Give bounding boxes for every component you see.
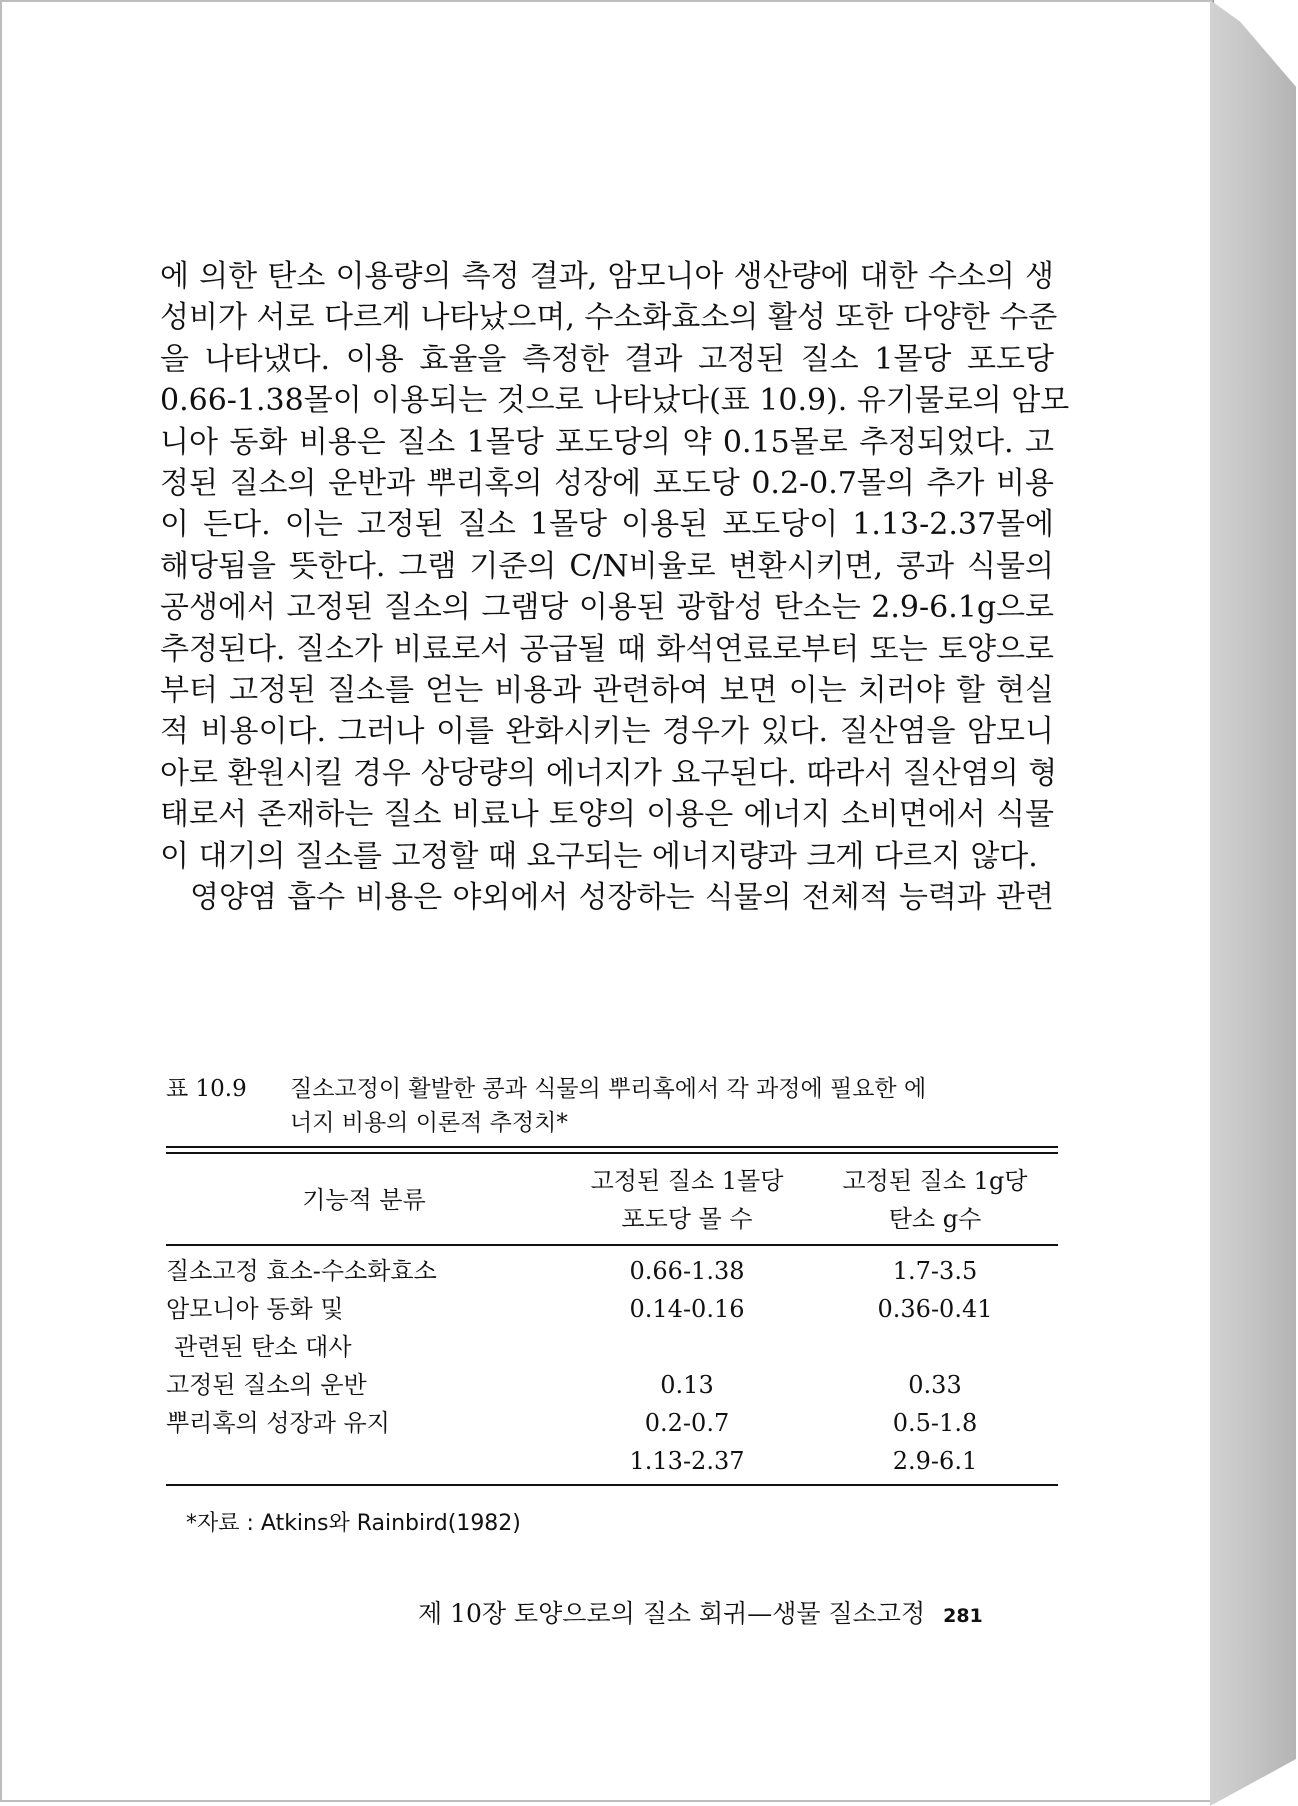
table-label: 표 10.9 [166, 1076, 247, 1102]
row-carbon: 0.36-0.41 [877, 1295, 993, 1323]
row-label: 뿌리혹의 성장과 유지 [166, 1409, 390, 1437]
row-label [166, 1442, 562, 1480]
table-row [166, 1290, 1058, 1328]
page-stack-edge [1210, 0, 1296, 1806]
row-carbon: 0.5-1.8 [892, 1409, 978, 1437]
page-number: 281 [943, 1605, 983, 1627]
text-line: 0.66-1.38몰이 이용되는 것으로 나타났다(표 10.9). 유기물로의 암모 [160, 383, 1070, 419]
table-row [166, 1366, 1058, 1404]
table-bottom-rule [166, 1484, 1058, 1486]
text-line: 에 의한 탄소 이용량의 측정 결과, 암모니아 생산량에 대한 수소의 생 [160, 259, 1054, 294]
row-glucose: 0.14-0.16 [629, 1295, 745, 1323]
text-line: 이 든다. 이는 고정된 질소 1몰당 이용된 포도당이 1.13-2.37몰에 [160, 507, 1054, 543]
row-label: 관련된 탄소 대사 [174, 1333, 352, 1361]
header-glucose-line: 고정된 질소 1몰당 [590, 1167, 784, 1195]
table-total-row [166, 1442, 1058, 1480]
running-footer [418, 1594, 983, 1630]
row-carbon: 2.9-6.1 [892, 1447, 978, 1475]
header-carbon-line: 탄소 g수 [888, 1205, 982, 1233]
table-header-row [166, 1154, 1058, 1244]
header-glucose-line: 포도당 몰 수 [621, 1205, 753, 1233]
body-paragraph [160, 256, 1070, 919]
text-line: 해당됨을 뜻한다. 그램 기준의 C/N비율로 변환시키면, 콩과 식물의 [160, 548, 1054, 584]
table-row [166, 1404, 1058, 1442]
header-category: 기능적 분류 [302, 1186, 426, 1214]
text-line: 적 비용이다. 그러나 이를 완화시키는 경우가 있다. 질산염을 암모니 [160, 714, 1054, 750]
table-top-rule [166, 1146, 1058, 1154]
text-line: 부터 고정된 질소를 얻는 비용과 관련하여 보면 이는 치러야 할 현실 [160, 673, 1054, 709]
text-line: 태로서 존재하는 질소 비료나 토양의 이용은 에너지 소비면에서 식물 [160, 797, 1054, 833]
text-line: 을 나타냈다. 이용 효율을 측정한 결과 고정된 질소 1몰당 포도당 [160, 341, 1054, 377]
text-line: 공생에서 고정된 질소의 그램당 이용된 광합성 탄소는 2.9-6.1g으로 [160, 590, 1054, 626]
row-label: 질소고정 효소-수소화효소 [166, 1257, 437, 1285]
text-line: 성비가 서로 다르게 나타났으며, 수소화효소의 활성 또한 다양한 수준 [160, 300, 1058, 336]
table-source-note: *자료 : Atkins와 Rainbird(1982) [186, 1511, 521, 1536]
row-glucose: 0.66-1.38 [629, 1257, 745, 1285]
text-line: 정된 질소의 운반과 뿌리혹의 성장에 포도당 0.2-0.7몰의 추가 비용 [160, 466, 1054, 502]
energy-cost-table [166, 1146, 1058, 1486]
header-carbon [812, 1154, 1058, 1244]
header-glucose [562, 1154, 812, 1244]
row-label: 고정된 질소의 운반 [166, 1371, 367, 1399]
text-line: 아로 환원시킬 경우 상당량의 에너지가 요구된다. 따라서 질산염의 형 [160, 755, 1058, 791]
text-line: 이 대기의 질소를 고정할 때 요구되는 에너지량과 크게 다르지 않다. [160, 838, 1038, 874]
row-glucose: 1.13-2.37 [629, 1447, 745, 1475]
row-glucose: 0.2-0.7 [644, 1409, 730, 1437]
row-label: 암모니아 동화 및 [166, 1295, 344, 1323]
table-caption [166, 1072, 1056, 1140]
row-carbon [812, 1328, 1058, 1366]
text-line: 니아 동화 비용은 질소 1몰당 포도당의 약 0.15몰로 추정되었다. 고 [160, 424, 1054, 460]
chapter-title: 제 10장 토양으로의 질소 회귀—생물 질소고정 [418, 1599, 926, 1628]
row-carbon: 0.33 [908, 1371, 962, 1399]
row-glucose: 0.13 [660, 1371, 714, 1399]
text-line-indented: 영양염 흡수 비용은 야외에서 성장하는 식물의 전체적 능력과 관련 [190, 880, 1054, 916]
data-table [166, 1154, 1058, 1480]
row-carbon: 1.7-3.5 [892, 1257, 978, 1285]
text-line: 추정된다. 질소가 비료로서 공급될 때 화석연료로부터 또는 토양으로 [160, 631, 1054, 667]
header-carbon-line: 고정된 질소 1g당 [842, 1167, 1028, 1195]
table-row [166, 1246, 1058, 1290]
row-glucose [562, 1328, 812, 1366]
table-row [166, 1328, 1058, 1366]
caption-line: 질소고정이 활발한 콩과 식물의 뿌리혹에서 각 과정에 필요한 에 [290, 1076, 927, 1102]
caption-line: 너지 비용의 이론적 추정치* [290, 1110, 568, 1136]
